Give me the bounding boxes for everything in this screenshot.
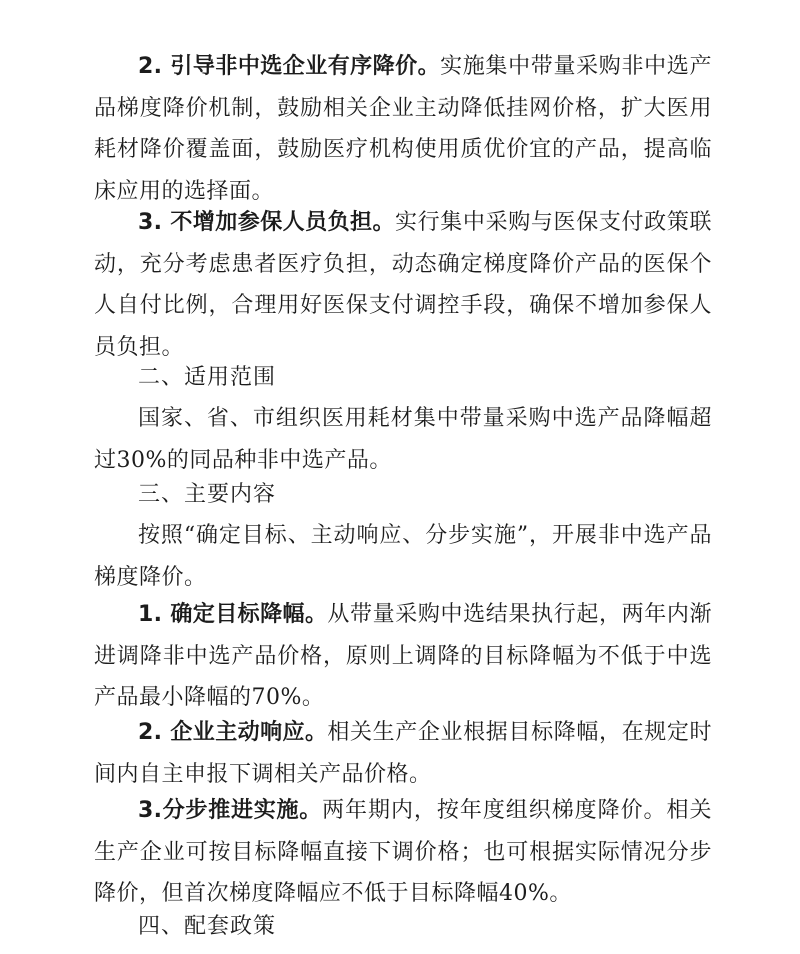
paragraph-main-content-intro xyxy=(94,515,712,598)
paragraph-body: 从带量采购中选结果执行起，两年内渐进调降非中选产品价格，原则上调降的目标降幅为不低于中选产品最小降幅的70%。 xyxy=(94,602,712,710)
paragraph-stepwise-implementation xyxy=(94,790,712,915)
paragraph-body: 实施集中带量采购非中选产品梯度降价机制，鼓励相关企业主动降低挂网价格，扩大医用耗材降价覆盖面，鼓励医疗机构使用质优价宜的产品，提高临床应用的选择面。 xyxy=(94,54,712,204)
paragraph-lead: 3. 不增加参保人员负担。 xyxy=(138,210,395,235)
paragraph-enterprise-response xyxy=(94,712,712,795)
paragraph-lead: 1. 确定目标降幅。 xyxy=(138,602,328,627)
paragraph-lead: 2. 企业主动响应。 xyxy=(138,720,328,745)
paragraph-lead: 2. 引导非中选企业有序降价。 xyxy=(138,54,441,79)
section-heading-main-content: 三、主要内容 xyxy=(138,482,277,507)
paragraph-target-reduction xyxy=(94,594,712,719)
paragraph-body: 实行集中采购与医保支付政策联动，充分考虑患者医疗负担，动态确定梯度降价产品的医保个人自付比例，合理用好医保支付调控手段，确保不增加参保人员负担。 xyxy=(94,210,712,360)
paragraph-no-extra-burden xyxy=(94,202,712,368)
paragraph-body: 按照“确定目标、主动响应、分步实施”，开展非中选产品梯度降价。 xyxy=(94,523,712,590)
paragraph-body: 国家、省、市组织医用耗材集中带量采购中选产品降幅超过30%的同品种非中选产品。 xyxy=(94,406,712,473)
section-heading-supporting-policies: 四、配套政策 xyxy=(138,914,277,939)
section-heading-scope: 二、适用范围 xyxy=(138,365,277,390)
paragraph-body: 两年期内，按年度组织梯度降价。相关生产企业可按目标降幅直接下调价格；也可根据实际情况分步降价，但首次梯度降幅应不低于目标降幅40%。 xyxy=(94,798,712,906)
paragraph-scope xyxy=(94,398,712,481)
paragraph-orderly-price-reduction xyxy=(94,46,712,212)
paragraph-lead: 3.分步推进实施。 xyxy=(138,798,323,823)
paragraph-body: 相关生产企业根据目标降幅，在规定时间内自主申报下调相关产品价格。 xyxy=(94,720,712,787)
